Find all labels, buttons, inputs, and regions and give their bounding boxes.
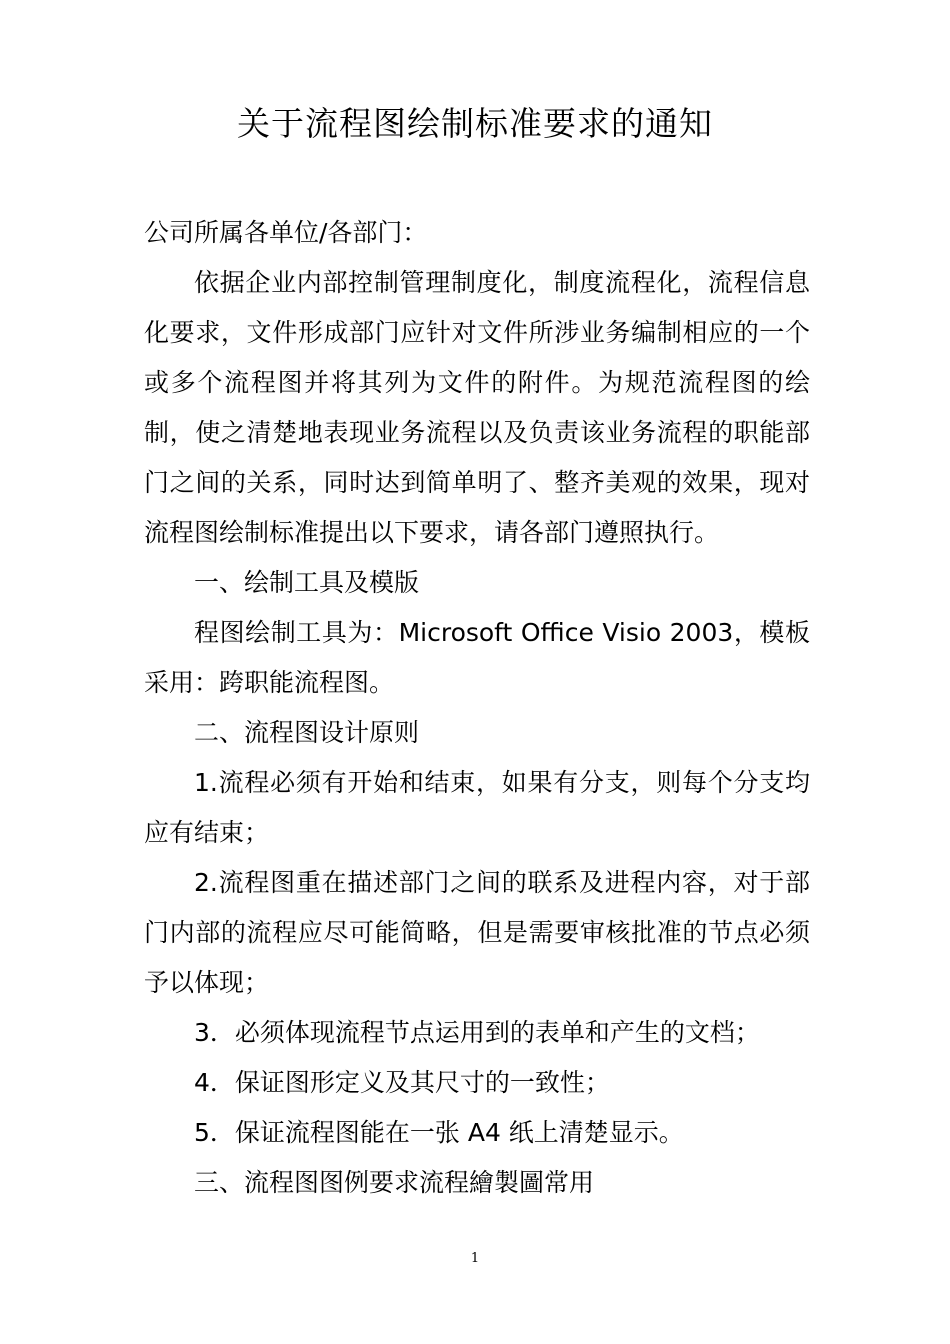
section2-heading: 二、流程图设计原则 — [194, 718, 420, 747]
principle-item: 1.流程必须有开始和结束，如果有分支，则每个分支均应有结束； — [144, 768, 810, 847]
principle-item: 3．必须体现流程节点运用到的表单和产生的文档； — [194, 1018, 760, 1047]
principle-item: 5．保证流程图能在一张 A4 纸上清楚显示。 — [194, 1118, 684, 1147]
document-title: 关于流程图绘制标准要求的通知 — [237, 104, 713, 143]
principle-item: 2.流程图重在描述部门之间的联系及进程内容，对于部门内部的流程应尽可能简略，但是需要审核批准的节点必须予以体现； — [144, 868, 810, 997]
section1-text: 程图绘制工具为：Microsoft Office Visio 2003，模板采用：跨职能流程图。 — [144, 618, 810, 697]
document-body — [144, 208, 810, 1208]
salutation: 公司所属各单位/各部门： — [144, 218, 428, 247]
principle-item: 4．保证图形定义及其尺寸的一致性； — [194, 1068, 610, 1097]
intro-paragraph: 依据企业内部控制管理制度化，制度流程化，流程信息化要求，文件形成部门应针对文件所涉业务编制相应的一个或多个流程图并将其列为文件的附件。为规范流程图的绘制，使之清楚地表现业务流程以及负责该业务流程的职能部门之间的关系，同时达到简单明了、整齐美观的效果，现对流程图绘制标准提出以下要求，请各部门遵照执行。 — [144, 268, 810, 547]
section3-heading: 三、流程图图例要求流程繪製圖常用 — [194, 1168, 595, 1197]
page-number: 1 — [470, 1251, 480, 1266]
section1-heading: 一、绘制工具及模版 — [194, 568, 420, 597]
